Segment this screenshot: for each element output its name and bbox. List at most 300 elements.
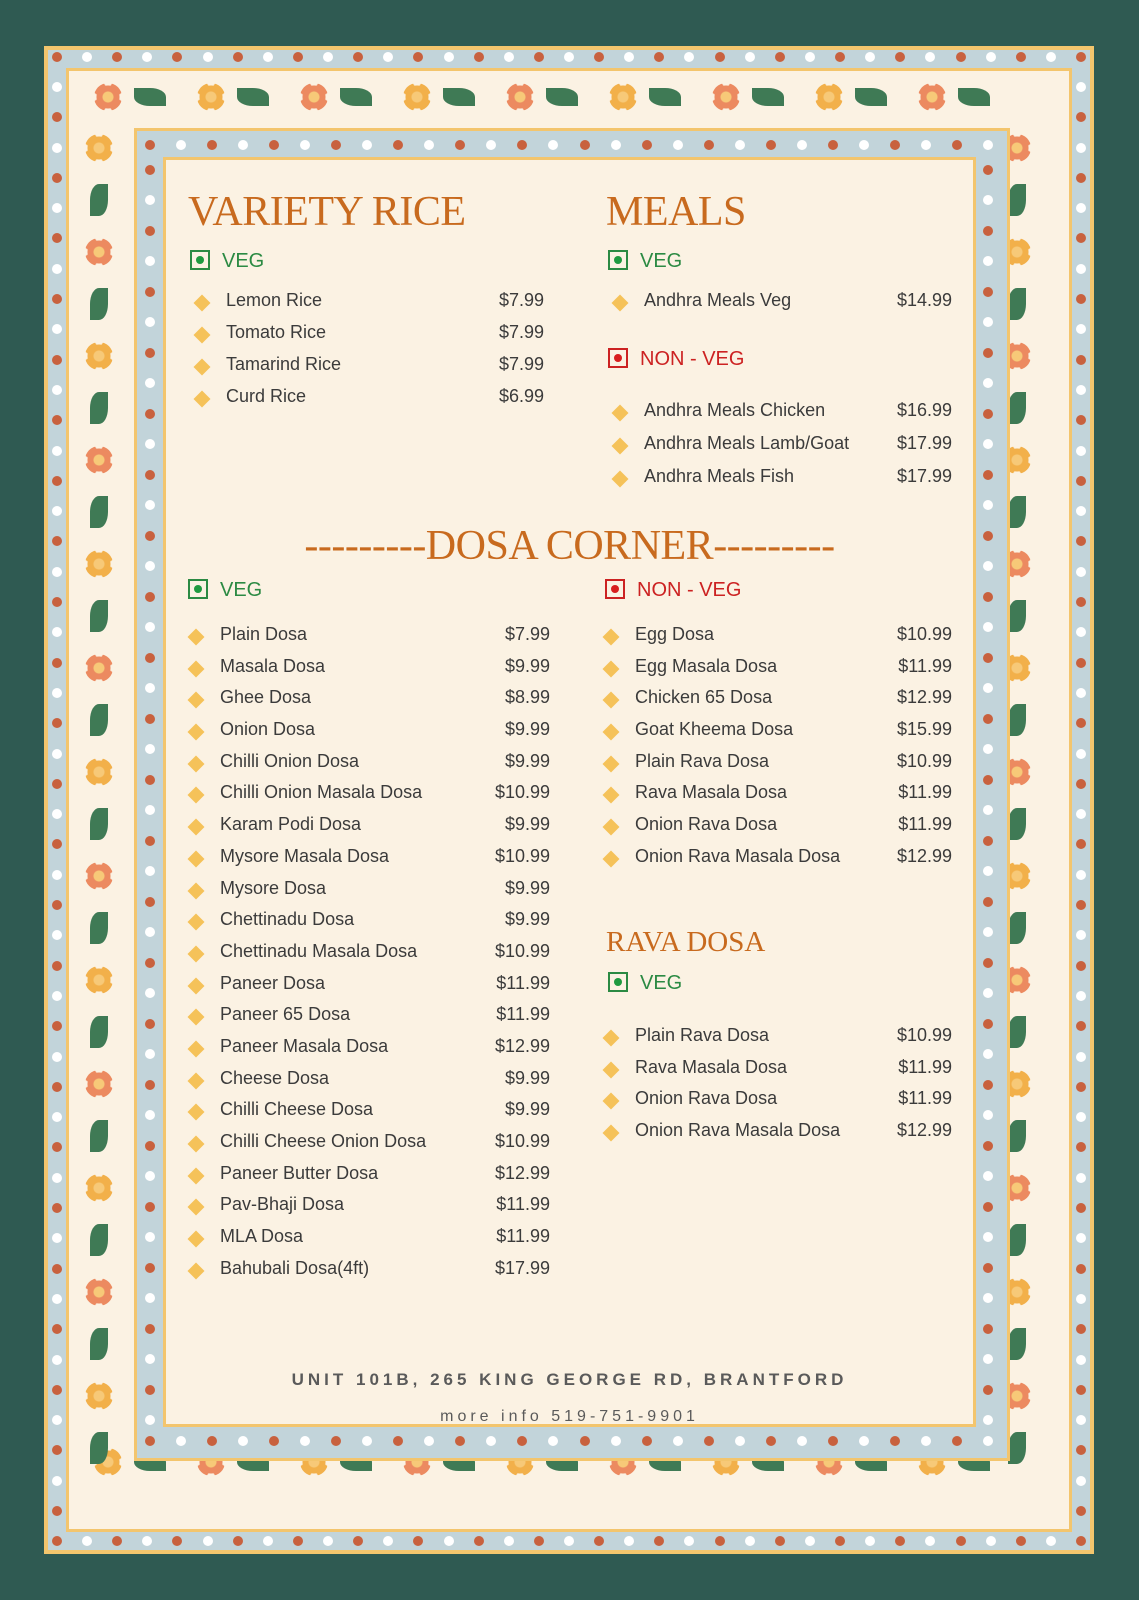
- veg-label: VEG: [640, 972, 683, 994]
- border-dot: [983, 653, 993, 663]
- border-dot: [52, 1173, 62, 1183]
- menu-item: [194, 290, 544, 322]
- menu-item: [194, 322, 544, 354]
- border-dot: [207, 140, 217, 150]
- leaf-icon: [1008, 912, 1026, 944]
- veg-label: VEG: [220, 579, 263, 601]
- menu-item: [603, 751, 952, 783]
- border-dot: [983, 1385, 993, 1395]
- border-dot: [233, 52, 243, 62]
- menu-item: [188, 656, 550, 688]
- menu-item-name: Plain Dosa: [220, 624, 308, 644]
- border-dot: [145, 1263, 155, 1273]
- border-dot: [983, 470, 993, 480]
- border-dot: [1076, 355, 1086, 365]
- border-dot: [52, 597, 62, 607]
- menu-item-price: $7.99: [498, 354, 544, 374]
- border-dot: [145, 287, 155, 297]
- menu-item: [603, 656, 952, 688]
- border-dot: [828, 1436, 838, 1446]
- leaf-icon: [1008, 1328, 1026, 1360]
- diamond-bullet-icon: [188, 1009, 205, 1026]
- diamond-bullet-icon: [188, 1167, 205, 1184]
- menu-item-name: Plain Rava Dosa: [635, 750, 770, 771]
- border-dot: [983, 1141, 993, 1151]
- menu-item-name: Ghee Dosa: [220, 687, 312, 708]
- flower-icon: [197, 83, 225, 111]
- menu-item-name: Rava Masala Dosa: [635, 1056, 788, 1077]
- dosa-veg-tag: [188, 579, 262, 602]
- leaf-icon: [1008, 1224, 1026, 1256]
- menu-item-price: $17.99: [494, 1257, 550, 1278]
- menu-item-price: $17.99: [896, 433, 952, 453]
- menu-item-name: Paneer Butter Dosa: [220, 1162, 379, 1183]
- menu-item-name: Tamarind Rice: [226, 354, 342, 374]
- menu-item-name: Chilli Onion Dosa: [220, 750, 360, 771]
- leaf-icon: [134, 88, 166, 106]
- border-dot: [293, 52, 303, 62]
- meals-nonveg-list: [612, 400, 952, 500]
- menu-item: [188, 941, 550, 973]
- border-dot: [983, 1354, 993, 1364]
- menu-item-name: Mysore Masala Dosa: [220, 845, 390, 866]
- menu-item-name: Mysore Dosa: [220, 877, 327, 898]
- border-dot: [704, 1436, 714, 1446]
- menu-item: [188, 719, 550, 751]
- menu-item: [603, 624, 952, 656]
- meals-veg-list: [612, 290, 952, 322]
- menu-item: [188, 846, 550, 878]
- dosa-nonveg-list: [603, 624, 952, 878]
- menu-item-name: Curd Rice: [226, 386, 307, 406]
- menu-item: [603, 1088, 952, 1120]
- menu-item-price: $9.99: [504, 1099, 550, 1120]
- border-dot: [1046, 1536, 1056, 1546]
- border-dot: [323, 1536, 333, 1546]
- diamond-bullet-icon: [188, 914, 205, 931]
- flower-icon: [85, 446, 113, 474]
- menu-item-name: Onion Rava Masala Dosa: [635, 845, 841, 866]
- menu-item: [188, 973, 550, 1005]
- border-dot: [956, 1536, 966, 1546]
- border-dot: [580, 140, 590, 150]
- diamond-bullet-icon: [603, 1125, 620, 1142]
- diamond-bullet-icon: [612, 471, 629, 488]
- border-dot: [145, 531, 155, 541]
- menu-item-price: $11.99: [496, 972, 550, 993]
- border-dot: [233, 1536, 243, 1546]
- border-dot: [828, 140, 838, 150]
- diamond-bullet-icon: [188, 1104, 205, 1121]
- nonveg-icon: [608, 348, 628, 368]
- menu-item: [188, 624, 550, 656]
- border-dot: [805, 1536, 815, 1546]
- leaf-icon: [1008, 184, 1026, 216]
- menu-item-price: $11.99: [898, 1056, 952, 1077]
- border-dot: [52, 961, 62, 971]
- menu-item: [603, 782, 952, 814]
- menu-item: [188, 1004, 550, 1036]
- menu-item-price: $9.99: [504, 1067, 550, 1088]
- nonveg-icon: [605, 579, 625, 599]
- border-dot: [766, 1436, 776, 1446]
- flower-icon: [85, 342, 113, 370]
- diamond-bullet-icon: [188, 977, 205, 994]
- border-dot: [983, 958, 993, 968]
- border-dot: [52, 173, 62, 183]
- diamond-bullet-icon: [603, 1061, 620, 1078]
- flower-icon: [506, 83, 534, 111]
- border-dot: [735, 140, 745, 150]
- border-dot: [983, 1080, 993, 1090]
- meals-title: MEALS: [606, 189, 746, 235]
- border-dot: [52, 688, 62, 698]
- menu-item-name: Masala Dosa: [220, 655, 326, 676]
- leaf-icon: [340, 88, 372, 106]
- border-dot: [444, 1536, 454, 1546]
- menu-item-name: Egg Dosa: [635, 624, 715, 644]
- border-dot: [704, 140, 714, 150]
- rava-veg-tag: [608, 972, 682, 995]
- menu-item-price: $12.99: [896, 845, 952, 866]
- border-dot: [1076, 900, 1086, 910]
- border-dot: [835, 52, 845, 62]
- diamond-bullet-icon: [194, 327, 211, 344]
- border-dot: [766, 140, 776, 150]
- menu-item-name: Goat Kheema Dosa: [635, 719, 794, 740]
- border-dot: [474, 52, 484, 62]
- variety-rice-list: [194, 290, 544, 418]
- border-dot: [52, 1385, 62, 1395]
- menu-item: [603, 1025, 952, 1057]
- menu-item-price: $7.99: [498, 290, 544, 310]
- menu-item: [188, 1258, 550, 1290]
- flower-icon: [403, 83, 431, 111]
- menu-item: [612, 466, 952, 499]
- border-dot: [1076, 1385, 1086, 1395]
- flower-icon: [85, 134, 113, 162]
- border-dot: [534, 1536, 544, 1546]
- leaf-icon: [958, 88, 990, 106]
- border-dot: [983, 531, 993, 541]
- diamond-bullet-icon: [612, 405, 629, 422]
- border-dot: [52, 1536, 62, 1546]
- border-dot: [983, 714, 993, 724]
- leaf-icon: [752, 88, 784, 106]
- border-dot: [952, 1436, 962, 1446]
- border-dot: [797, 1436, 807, 1446]
- menu-item-price: $10.99: [896, 750, 952, 771]
- menu-item: [612, 290, 952, 322]
- border-dot: [145, 140, 155, 150]
- diamond-bullet-icon: [612, 438, 629, 455]
- diamond-bullet-icon: [188, 724, 205, 741]
- border-dot: [145, 409, 155, 419]
- flower-icon: [85, 1070, 113, 1098]
- border-dot: [207, 1436, 217, 1446]
- diamond-bullet-icon: [188, 1136, 205, 1153]
- border-dot: [52, 567, 62, 577]
- veg-icon: [188, 579, 208, 599]
- menu-item-price: $14.99: [896, 290, 952, 310]
- menu-item-price: $11.99: [496, 1226, 550, 1247]
- nonveg-label: NON - VEG: [640, 348, 745, 370]
- dosa-nonveg-tag: [605, 579, 741, 602]
- border-dot: [145, 714, 155, 724]
- border-dot: [145, 348, 155, 358]
- border-dot: [52, 1355, 62, 1365]
- menu-item-name: Onion Rava Dosa: [635, 814, 778, 835]
- border-dot: [983, 836, 993, 846]
- menu-item: [603, 846, 952, 878]
- border-dot: [1076, 1476, 1086, 1486]
- contact-info: more info 519-751-9901: [440, 1408, 699, 1425]
- menu-item-price: $11.99: [496, 1004, 550, 1025]
- border-dot: [504, 52, 514, 62]
- border-dot: [52, 1052, 62, 1062]
- border-dot: [52, 1264, 62, 1274]
- border-dot: [859, 140, 869, 150]
- border-dot: [642, 1436, 652, 1446]
- diamond-bullet-icon: [603, 850, 620, 867]
- border-dot: [1076, 385, 1086, 395]
- border-dot: [1016, 52, 1026, 62]
- border-dot: [564, 1536, 574, 1546]
- border-dot: [1076, 1052, 1086, 1062]
- menu-item-name: Chettinadu Masala Dosa: [220, 940, 418, 961]
- flower-icon: [918, 83, 946, 111]
- border-dot: [52, 991, 62, 1001]
- border-dot: [444, 52, 454, 62]
- border-dot: [145, 1436, 155, 1446]
- border-dot: [1076, 1536, 1086, 1546]
- leaf-icon: [90, 392, 108, 424]
- menu-item-name: Andhra Meals Fish: [644, 466, 795, 486]
- border-dot: [52, 385, 62, 395]
- diamond-bullet-icon: [188, 850, 205, 867]
- border-dot: [52, 264, 62, 274]
- address: UNIT 101B, 265 KING GEORGE RD, BRANTFORD: [291, 1370, 848, 1389]
- diamond-bullet-icon: [188, 1199, 205, 1216]
- border-dot: [145, 1019, 155, 1029]
- border-dot: [983, 897, 993, 907]
- menu-item-name: Onion Rava Dosa: [635, 1088, 778, 1109]
- menu-item-price: $12.99: [896, 1120, 952, 1141]
- menu-item-price: $7.99: [504, 624, 550, 644]
- menu-item-price: $10.99: [494, 1131, 550, 1151]
- border-dot: [564, 52, 574, 62]
- border-dot: [642, 140, 652, 150]
- veg-icon: [608, 250, 628, 270]
- border-dot: [145, 1232, 155, 1242]
- veg-label: VEG: [640, 250, 683, 272]
- border-dot: [735, 1436, 745, 1446]
- menu-item-name: Bahubali Dosa(4ft): [220, 1257, 370, 1278]
- border-dot: [715, 1536, 725, 1546]
- border-dot: [797, 140, 807, 150]
- border-dot: [1076, 870, 1086, 880]
- flower-icon: [94, 83, 122, 111]
- border-dot: [52, 82, 62, 92]
- rava-dosa-list: [603, 1025, 952, 1152]
- menu-item: [612, 433, 952, 466]
- menu-item-name: MLA Dosa: [220, 1226, 304, 1247]
- border-dot: [145, 226, 155, 236]
- menu-item-name: Tomato Rice: [226, 322, 327, 342]
- menu-item: [188, 814, 550, 846]
- border-dot: [983, 1415, 993, 1425]
- diamond-bullet-icon: [188, 692, 205, 709]
- border-dot: [145, 958, 155, 968]
- menu-item-price: $10.99: [494, 940, 550, 961]
- menu-item-price: $12.99: [494, 1162, 550, 1183]
- border-dot: [983, 775, 993, 785]
- menu-item-name: Lemon Rice: [226, 290, 323, 310]
- diamond-bullet-icon: [194, 295, 211, 312]
- border-dot: [145, 897, 155, 907]
- menu-item-name: Andhra Meals Chicken: [644, 400, 826, 420]
- border-dot: [983, 226, 993, 236]
- border-dot: [203, 1536, 213, 1546]
- menu-item-price: $11.99: [898, 782, 952, 803]
- dosa-veg-list: [188, 624, 550, 1289]
- border-dot: [145, 470, 155, 480]
- menu-item-price: $9.99: [504, 814, 550, 835]
- diamond-bullet-icon: [603, 1030, 620, 1047]
- menu-item-name: Chilli Onion Masala Dosa: [220, 782, 423, 803]
- leaf-icon: [90, 184, 108, 216]
- menu-item-price: $7.99: [498, 322, 544, 342]
- leaf-icon: [90, 808, 108, 840]
- border-dot: [52, 658, 62, 668]
- border-dot: [52, 446, 62, 456]
- border-dot: [145, 1141, 155, 1151]
- border-dot: [1076, 1355, 1086, 1365]
- flower-icon: [85, 238, 113, 266]
- border-dot: [52, 355, 62, 365]
- diamond-bullet-icon: [188, 660, 205, 677]
- border-dot: [745, 52, 755, 62]
- border-dot: [580, 1436, 590, 1446]
- leaf-icon: [90, 600, 108, 632]
- menu-item-price: $10.99: [896, 1025, 952, 1045]
- leaf-icon: [90, 1016, 108, 1048]
- meals-nonveg-tag: [608, 348, 744, 371]
- border-dot: [534, 52, 544, 62]
- menu-item-price: $17.99: [896, 466, 952, 486]
- menu-item: [603, 1120, 952, 1152]
- nonveg-label: NON - VEG: [637, 579, 742, 601]
- menu-item-price: $9.99: [504, 655, 550, 676]
- leaf-icon: [90, 704, 108, 736]
- border-dot: [805, 52, 815, 62]
- menu-item-name: Rava Masala Dosa: [635, 782, 788, 803]
- border-dot: [52, 1506, 62, 1516]
- border-dot: [1076, 658, 1086, 668]
- diamond-bullet-icon: [188, 1040, 205, 1057]
- diamond-bullet-icon: [188, 945, 205, 962]
- border-dot: [1076, 1173, 1086, 1183]
- variety-rice-title: VARIETY RICE: [188, 189, 466, 235]
- border-dot: [986, 1536, 996, 1546]
- border-dot: [145, 1080, 155, 1090]
- menu-item: [612, 400, 952, 433]
- flower-icon: [300, 83, 328, 111]
- diamond-bullet-icon: [603, 629, 620, 646]
- border-dot: [983, 1019, 993, 1029]
- menu-item-name: Chicken 65 Dosa: [635, 687, 773, 708]
- border-dot: [52, 1476, 62, 1486]
- menu-item-price: $12.99: [896, 687, 952, 708]
- menu-item-price: $15.99: [896, 719, 952, 740]
- border-dot: [176, 1436, 186, 1446]
- border-dot: [715, 52, 725, 62]
- menu-item: [188, 1036, 550, 1068]
- leaf-icon: [1008, 1120, 1026, 1152]
- border-dot: [1076, 173, 1086, 183]
- menu-item-price: $9.99: [504, 909, 550, 930]
- menu-item-price: $9.99: [504, 719, 550, 740]
- flower-icon: [85, 654, 113, 682]
- border-dot: [611, 1436, 621, 1446]
- border-dot: [1076, 1264, 1086, 1274]
- diamond-bullet-icon: [194, 359, 211, 376]
- border-dot: [176, 140, 186, 150]
- border-dot: [1076, 446, 1086, 456]
- border-dot: [952, 140, 962, 150]
- menu-item-price: $11.99: [496, 1194, 550, 1215]
- menu-item: [188, 782, 550, 814]
- menu-item-price: $10.99: [494, 782, 550, 803]
- menu-item-price: $10.99: [494, 845, 550, 866]
- border-dot: [745, 1536, 755, 1546]
- border-dot: [293, 1536, 303, 1546]
- border-dot: [673, 1436, 683, 1446]
- menu-item-name: Chilli Cheese Dosa: [220, 1099, 374, 1120]
- border-dot: [145, 1202, 155, 1212]
- diamond-bullet-icon: [603, 819, 620, 836]
- border-dot: [611, 140, 621, 150]
- menu-item-price: $8.99: [504, 687, 550, 708]
- border-dot: [145, 1415, 155, 1425]
- border-dot: [474, 1536, 484, 1546]
- menu-item-price: $12.99: [494, 1035, 550, 1056]
- border-dot: [52, 1082, 62, 1092]
- variety-rice-veg-tag: [190, 250, 264, 273]
- flower-icon: [85, 1278, 113, 1306]
- border-dot: [52, 749, 62, 759]
- leaf-icon: [1008, 288, 1026, 320]
- border-dot: [145, 836, 155, 846]
- menu-item: [188, 1068, 550, 1100]
- border-dot: [775, 1536, 785, 1546]
- menu-item: [188, 878, 550, 910]
- border-dot: [921, 1436, 931, 1446]
- border-dot: [1076, 476, 1086, 486]
- diamond-bullet-icon: [194, 391, 211, 408]
- menu-item: [603, 814, 952, 846]
- border-dot: [983, 1293, 993, 1303]
- border-dot: [1016, 1536, 1026, 1546]
- border-dot: [263, 1536, 273, 1546]
- border-dot: [52, 870, 62, 880]
- menu-item-price: $6.99: [498, 386, 544, 406]
- menu-item-name: Andhra Meals Lamb/Goat: [644, 433, 850, 453]
- leaf-icon: [237, 88, 269, 106]
- menu-item-name: Pav-Bhaji Dosa: [220, 1194, 345, 1215]
- veg-label: VEG: [222, 250, 265, 272]
- veg-icon: [190, 250, 210, 270]
